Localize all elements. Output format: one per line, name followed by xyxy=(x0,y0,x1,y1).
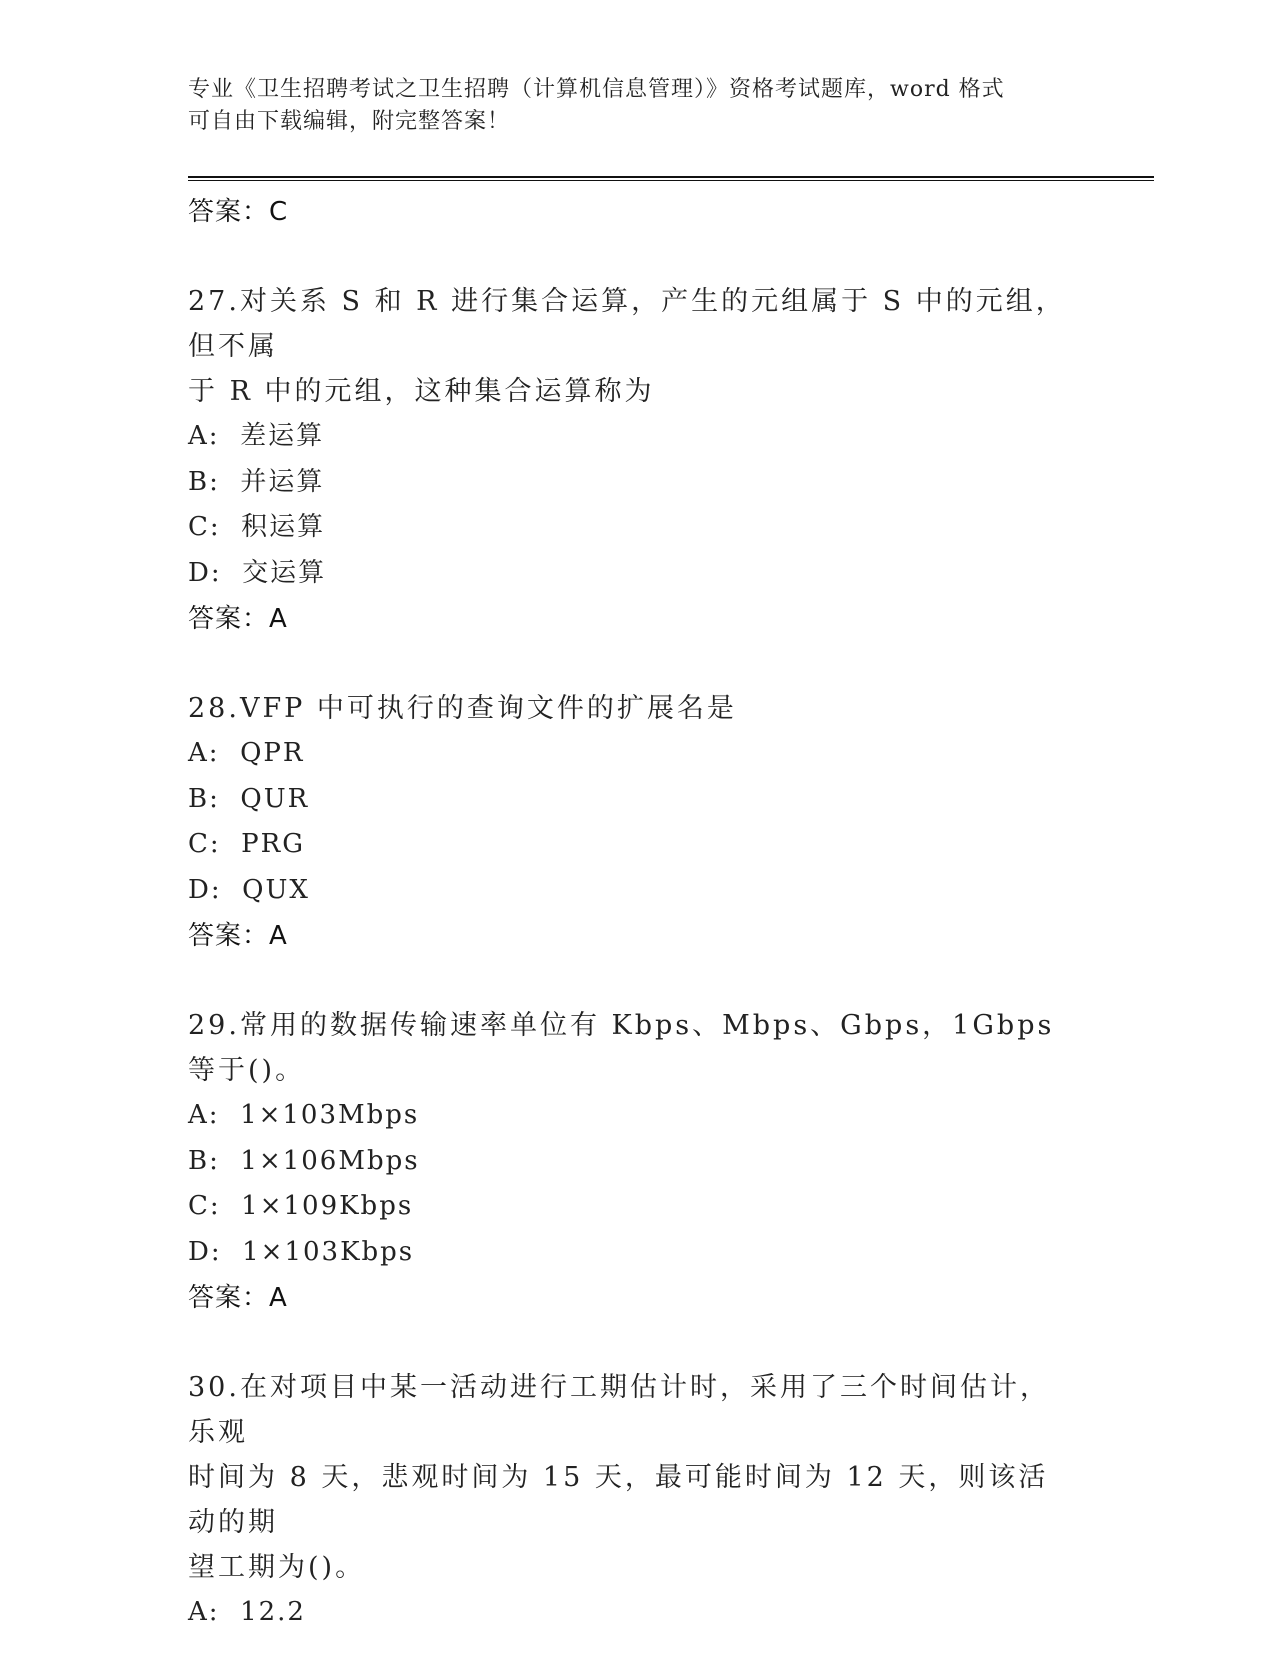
question-stem xyxy=(188,1365,1068,1590)
page-header xyxy=(188,74,1068,138)
question-list xyxy=(188,189,1068,1680)
answer-line: 答案：A xyxy=(188,1283,288,1313)
header-line-2: 可自由下载编辑，附完整答案！ xyxy=(188,109,511,134)
question-30 xyxy=(188,1365,1068,1636)
question-stem xyxy=(188,279,1068,414)
answer-line: 答案：C xyxy=(188,197,289,227)
option-d: D: 1×103Kbps xyxy=(188,1236,415,1267)
question-27 xyxy=(188,279,1068,642)
stem-line: 29.常用的数据传输速率单位有 Kbps、Mbps、Gbps，1Gbps 等于()。 xyxy=(188,1010,1055,1086)
option-a: A: QPR xyxy=(188,738,305,768)
question-29 xyxy=(188,1003,1068,1321)
option-c: C: 1×109Kbps xyxy=(188,1191,414,1221)
option-b: B: 并运算 xyxy=(188,466,325,497)
option-a: A: 1×103Mbps xyxy=(188,1100,420,1130)
stem-line: 时间为 8 天，悲观时间为 15 天，最可能时间为 12 天，则该活动的期 xyxy=(188,1462,1049,1538)
option-d: D: 交运算 xyxy=(188,557,327,588)
option-b: B: 1×106Mbps xyxy=(188,1145,420,1176)
option-c: C: 积运算 xyxy=(188,512,326,542)
stem-line: 于 R 中的元组，这种集合运算称为 xyxy=(188,376,655,407)
stem-line: 望工期为()。 xyxy=(188,1552,366,1583)
question-stem xyxy=(188,686,1068,731)
answer-line: 答案：A xyxy=(188,604,288,634)
stem-line: 27.对关系 S 和 R 进行集合运算，产生的元组属于 S 中的元组，但不属 xyxy=(188,286,1066,362)
option-d: D: QUX xyxy=(188,874,310,905)
stem-line: 28.VFP 中可执行的查询文件的扩展名是 xyxy=(188,693,737,724)
option-a: A: 12.2 xyxy=(188,1597,306,1627)
option-c: C: PRG xyxy=(188,829,306,859)
option-b: B: QUR xyxy=(188,783,310,814)
header-divider xyxy=(188,176,1154,181)
answer-line: 答案：A xyxy=(188,921,288,951)
question-stem xyxy=(188,1003,1068,1093)
option-a: A: 差运算 xyxy=(188,421,325,451)
header-line-1: 专业《卫生招聘考试之卫生招聘（计算机信息管理）》资格考试题库，word 格式 xyxy=(188,77,1005,102)
stem-line: 30.在对项目中某一活动进行工期估计时，采用了三个时间估计，乐观 xyxy=(188,1372,1050,1448)
question-28 xyxy=(188,686,1068,959)
